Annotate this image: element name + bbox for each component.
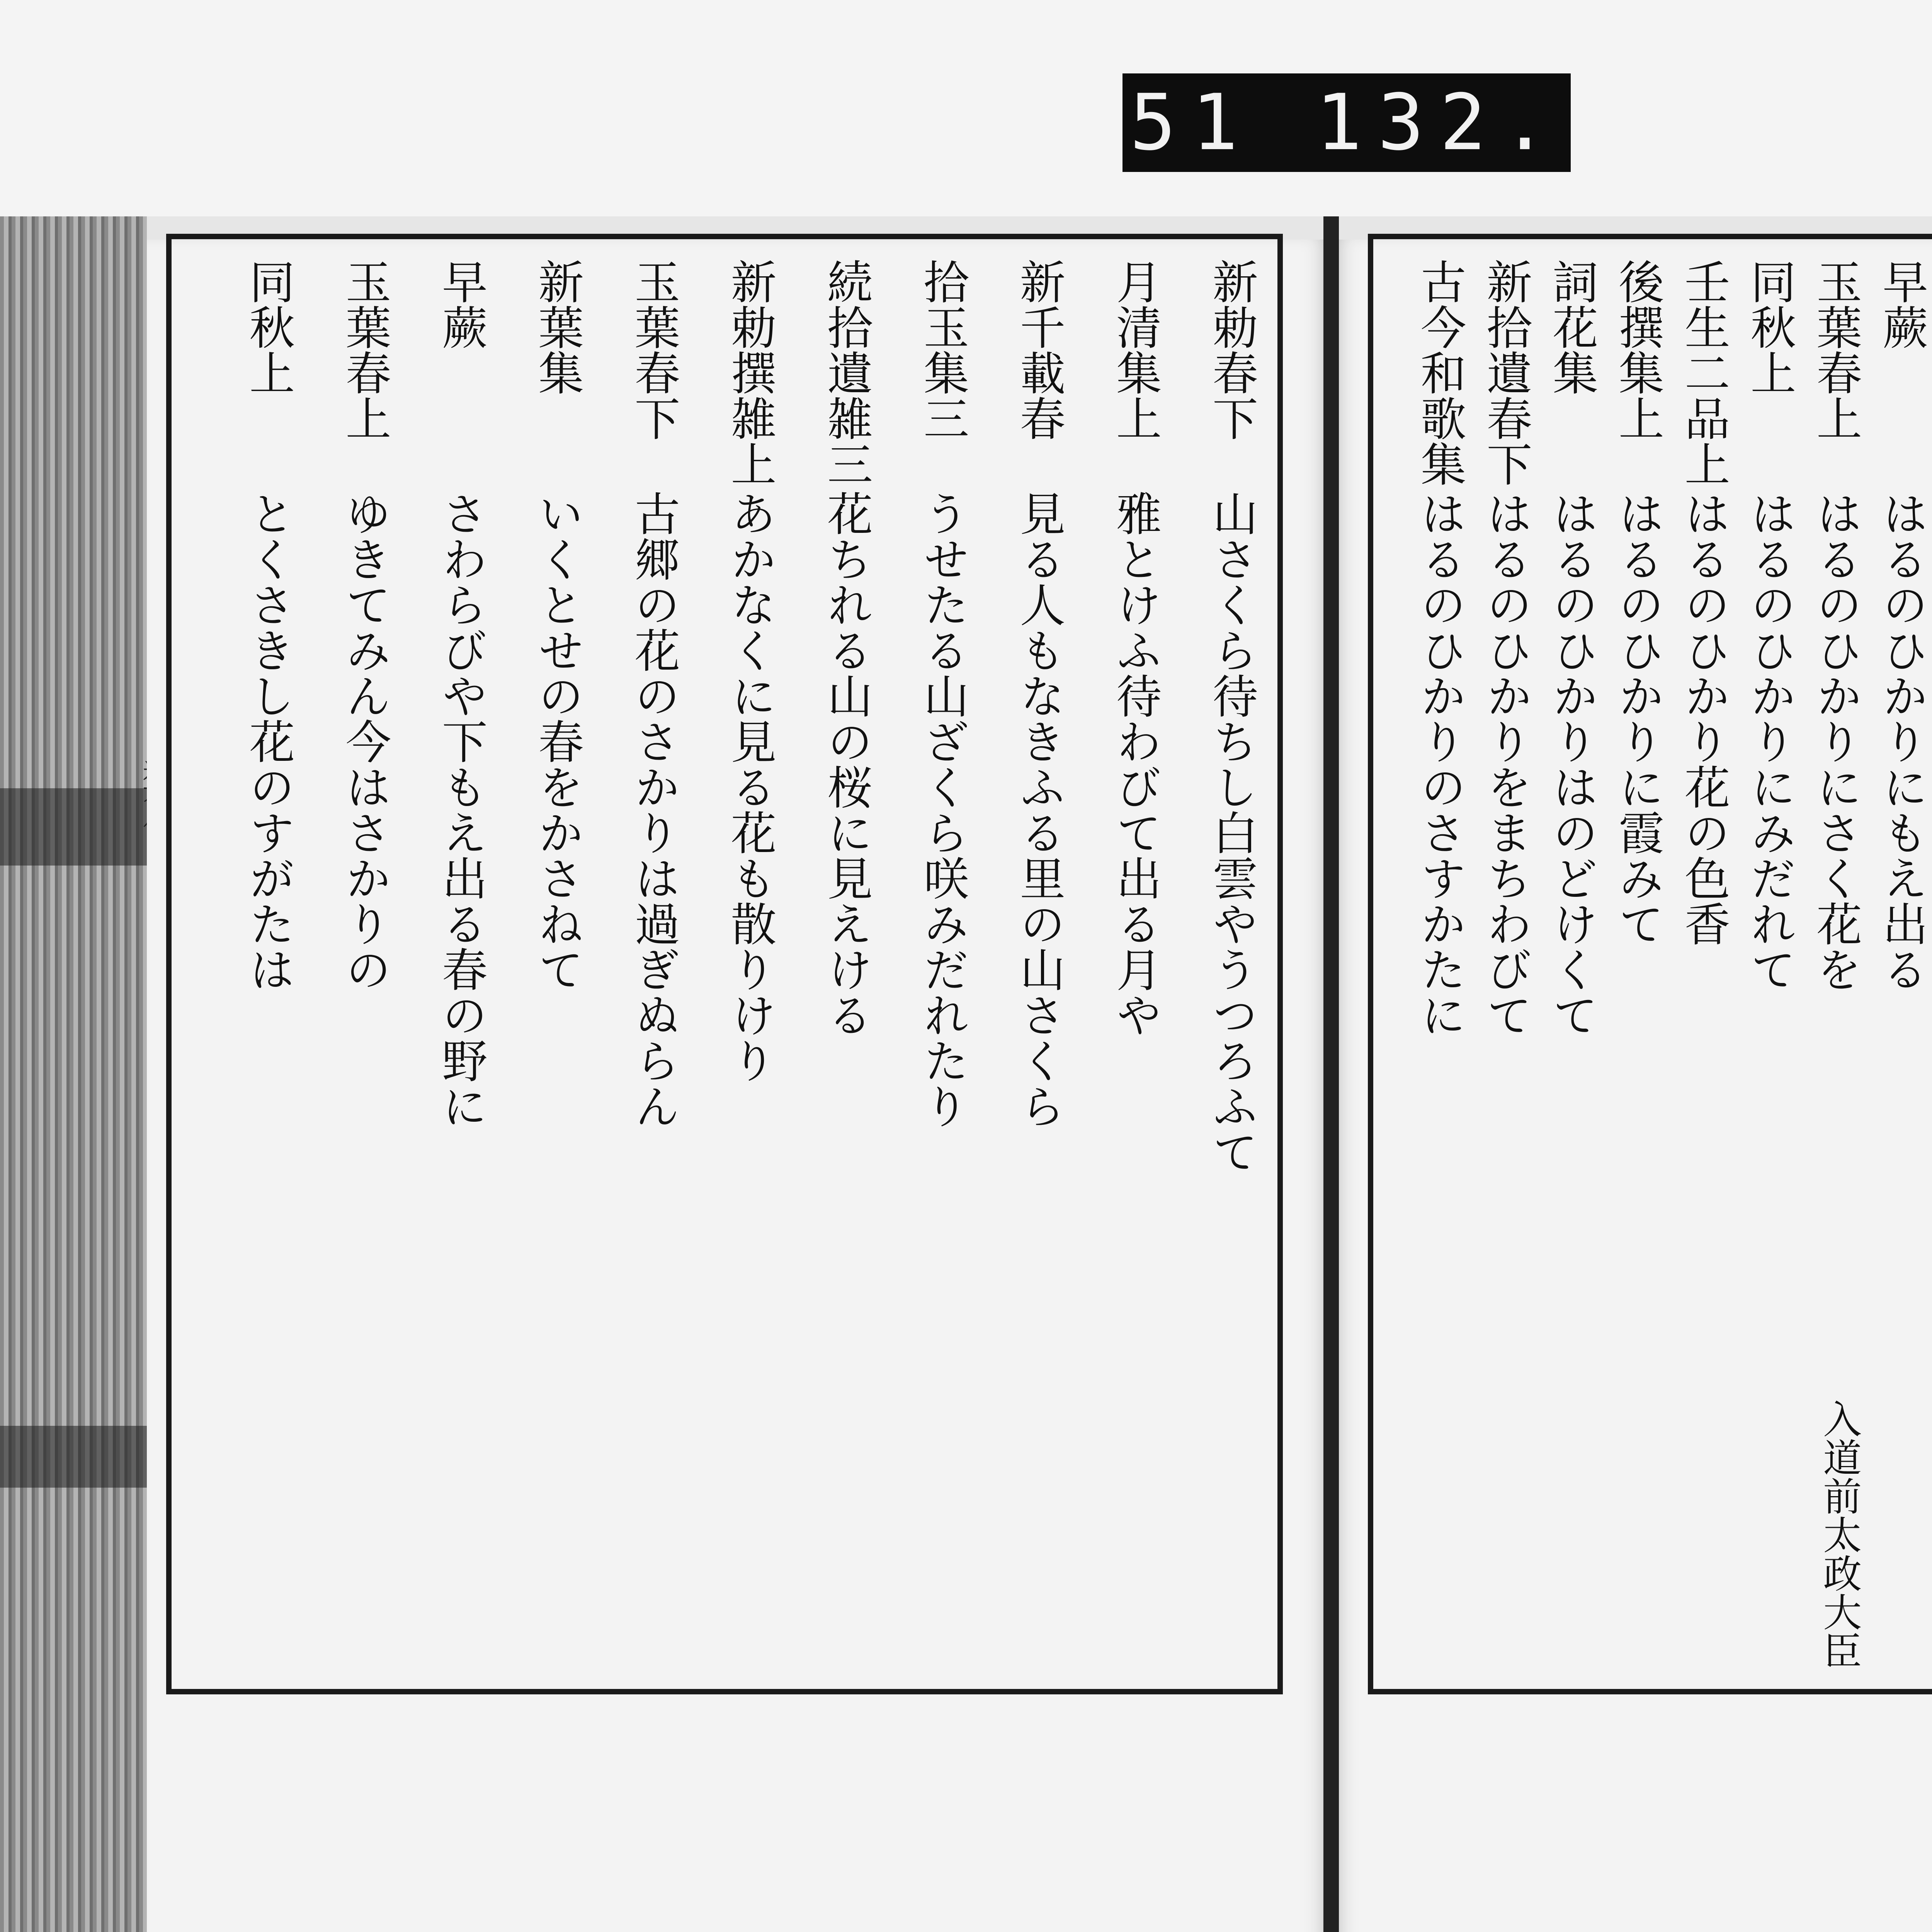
poem-text: あかなくに見る花も散りけり xyxy=(723,490,777,1083)
text-column xyxy=(580,259,680,1670)
poem-text: 山さくら待ちし白雲やうつろふて xyxy=(1205,490,1258,1174)
text-column xyxy=(1793,259,1862,1670)
text-column xyxy=(869,259,969,1670)
text-column xyxy=(773,259,873,1670)
poem-text: ゆきてみん今はさかりの xyxy=(338,490,391,992)
source-title: 玉葉春上 xyxy=(338,259,391,441)
text-column xyxy=(195,259,295,1670)
left-page-edge xyxy=(0,216,147,1932)
text-column xyxy=(1529,259,1599,1670)
source-title: 新拾遺春下 xyxy=(1479,259,1532,486)
text-column xyxy=(291,259,391,1670)
source-title: 続拾遺雑三 xyxy=(819,259,873,486)
source-title: 壬生二品上 xyxy=(1677,259,1730,486)
poem-text: 見る人もなきふる里の山さくら xyxy=(1012,490,1066,1129)
source-title: 新千載春 xyxy=(1012,259,1066,441)
poem-text: 古郷の花のさかりは過ぎぬらん xyxy=(627,490,680,1129)
source-title: 月清集上 xyxy=(1108,259,1162,441)
left-lower-tab xyxy=(0,1426,162,1488)
source-title: 玉葉春上 xyxy=(1809,259,1862,441)
text-column xyxy=(1660,259,1730,1670)
poem-text: はるのひかりにみだれて xyxy=(1743,490,1796,992)
text-column xyxy=(388,259,488,1670)
text-column xyxy=(1158,259,1258,1670)
poem-text: はるのひかりにもえ出る xyxy=(1875,490,1928,992)
poem-text: はるのひかりに霞みて xyxy=(1611,490,1664,946)
source-title: 玉葉春下 xyxy=(627,259,680,441)
poem-text: 花ちれる山の桜に見えける xyxy=(819,490,873,1037)
source-title: 拾玉集三 xyxy=(916,259,969,441)
text-column xyxy=(1594,259,1664,1670)
left-text-frame xyxy=(166,234,1283,1694)
source-title: 早蕨 xyxy=(434,259,488,350)
poem-text: とくさきし花のすがたは xyxy=(242,490,295,992)
poem-text: はるのひかり花の色香 xyxy=(1677,490,1730,946)
archive-label-plate: 51 132. xyxy=(1122,73,1571,172)
poet-name: 入道前太政大臣 xyxy=(1816,1399,1862,1670)
poem-text: いくとせの春をかさねて xyxy=(531,490,584,992)
source-title: 詞花集 xyxy=(1545,259,1599,395)
text-column xyxy=(965,259,1066,1670)
book-gutter xyxy=(1323,216,1339,1932)
text-column xyxy=(1463,259,1532,1670)
poem-text: はるのひかりのさすかたに xyxy=(1413,490,1466,1037)
source-title: 同秋上 xyxy=(1743,259,1796,395)
text-column xyxy=(1396,259,1466,1670)
text-column xyxy=(1061,259,1162,1670)
source-title: 新勅春下 xyxy=(1205,259,1258,441)
text-column xyxy=(484,259,584,1670)
right-text-frame xyxy=(1368,234,1932,1694)
source-title: 古今和歌集 xyxy=(1413,259,1466,486)
text-column xyxy=(676,259,777,1670)
source-title: 早蕨 xyxy=(1875,259,1928,350)
poem-text: はるのひかりにさく花を xyxy=(1809,490,1862,992)
text-column xyxy=(1726,259,1796,1670)
poem-text: はるのひかりはのどけくて xyxy=(1545,490,1599,1037)
source-title: 同秋上 xyxy=(242,259,295,395)
poem-text: はるのひかりをまちわびて xyxy=(1479,490,1532,1037)
text-column xyxy=(1858,259,1928,1670)
source-title: 後撰集上 xyxy=(1611,259,1664,441)
source-title: 新勅撰雑上 xyxy=(723,259,777,486)
poem-text: さわらびや下もえ出る春の野に xyxy=(434,490,488,1129)
poem-text: うせたる山ざくら咲みだれたり xyxy=(916,490,969,1129)
poem-text: 雅とけふ待わびて出る月や xyxy=(1108,490,1162,1037)
source-title: 新葉集 xyxy=(531,259,584,395)
